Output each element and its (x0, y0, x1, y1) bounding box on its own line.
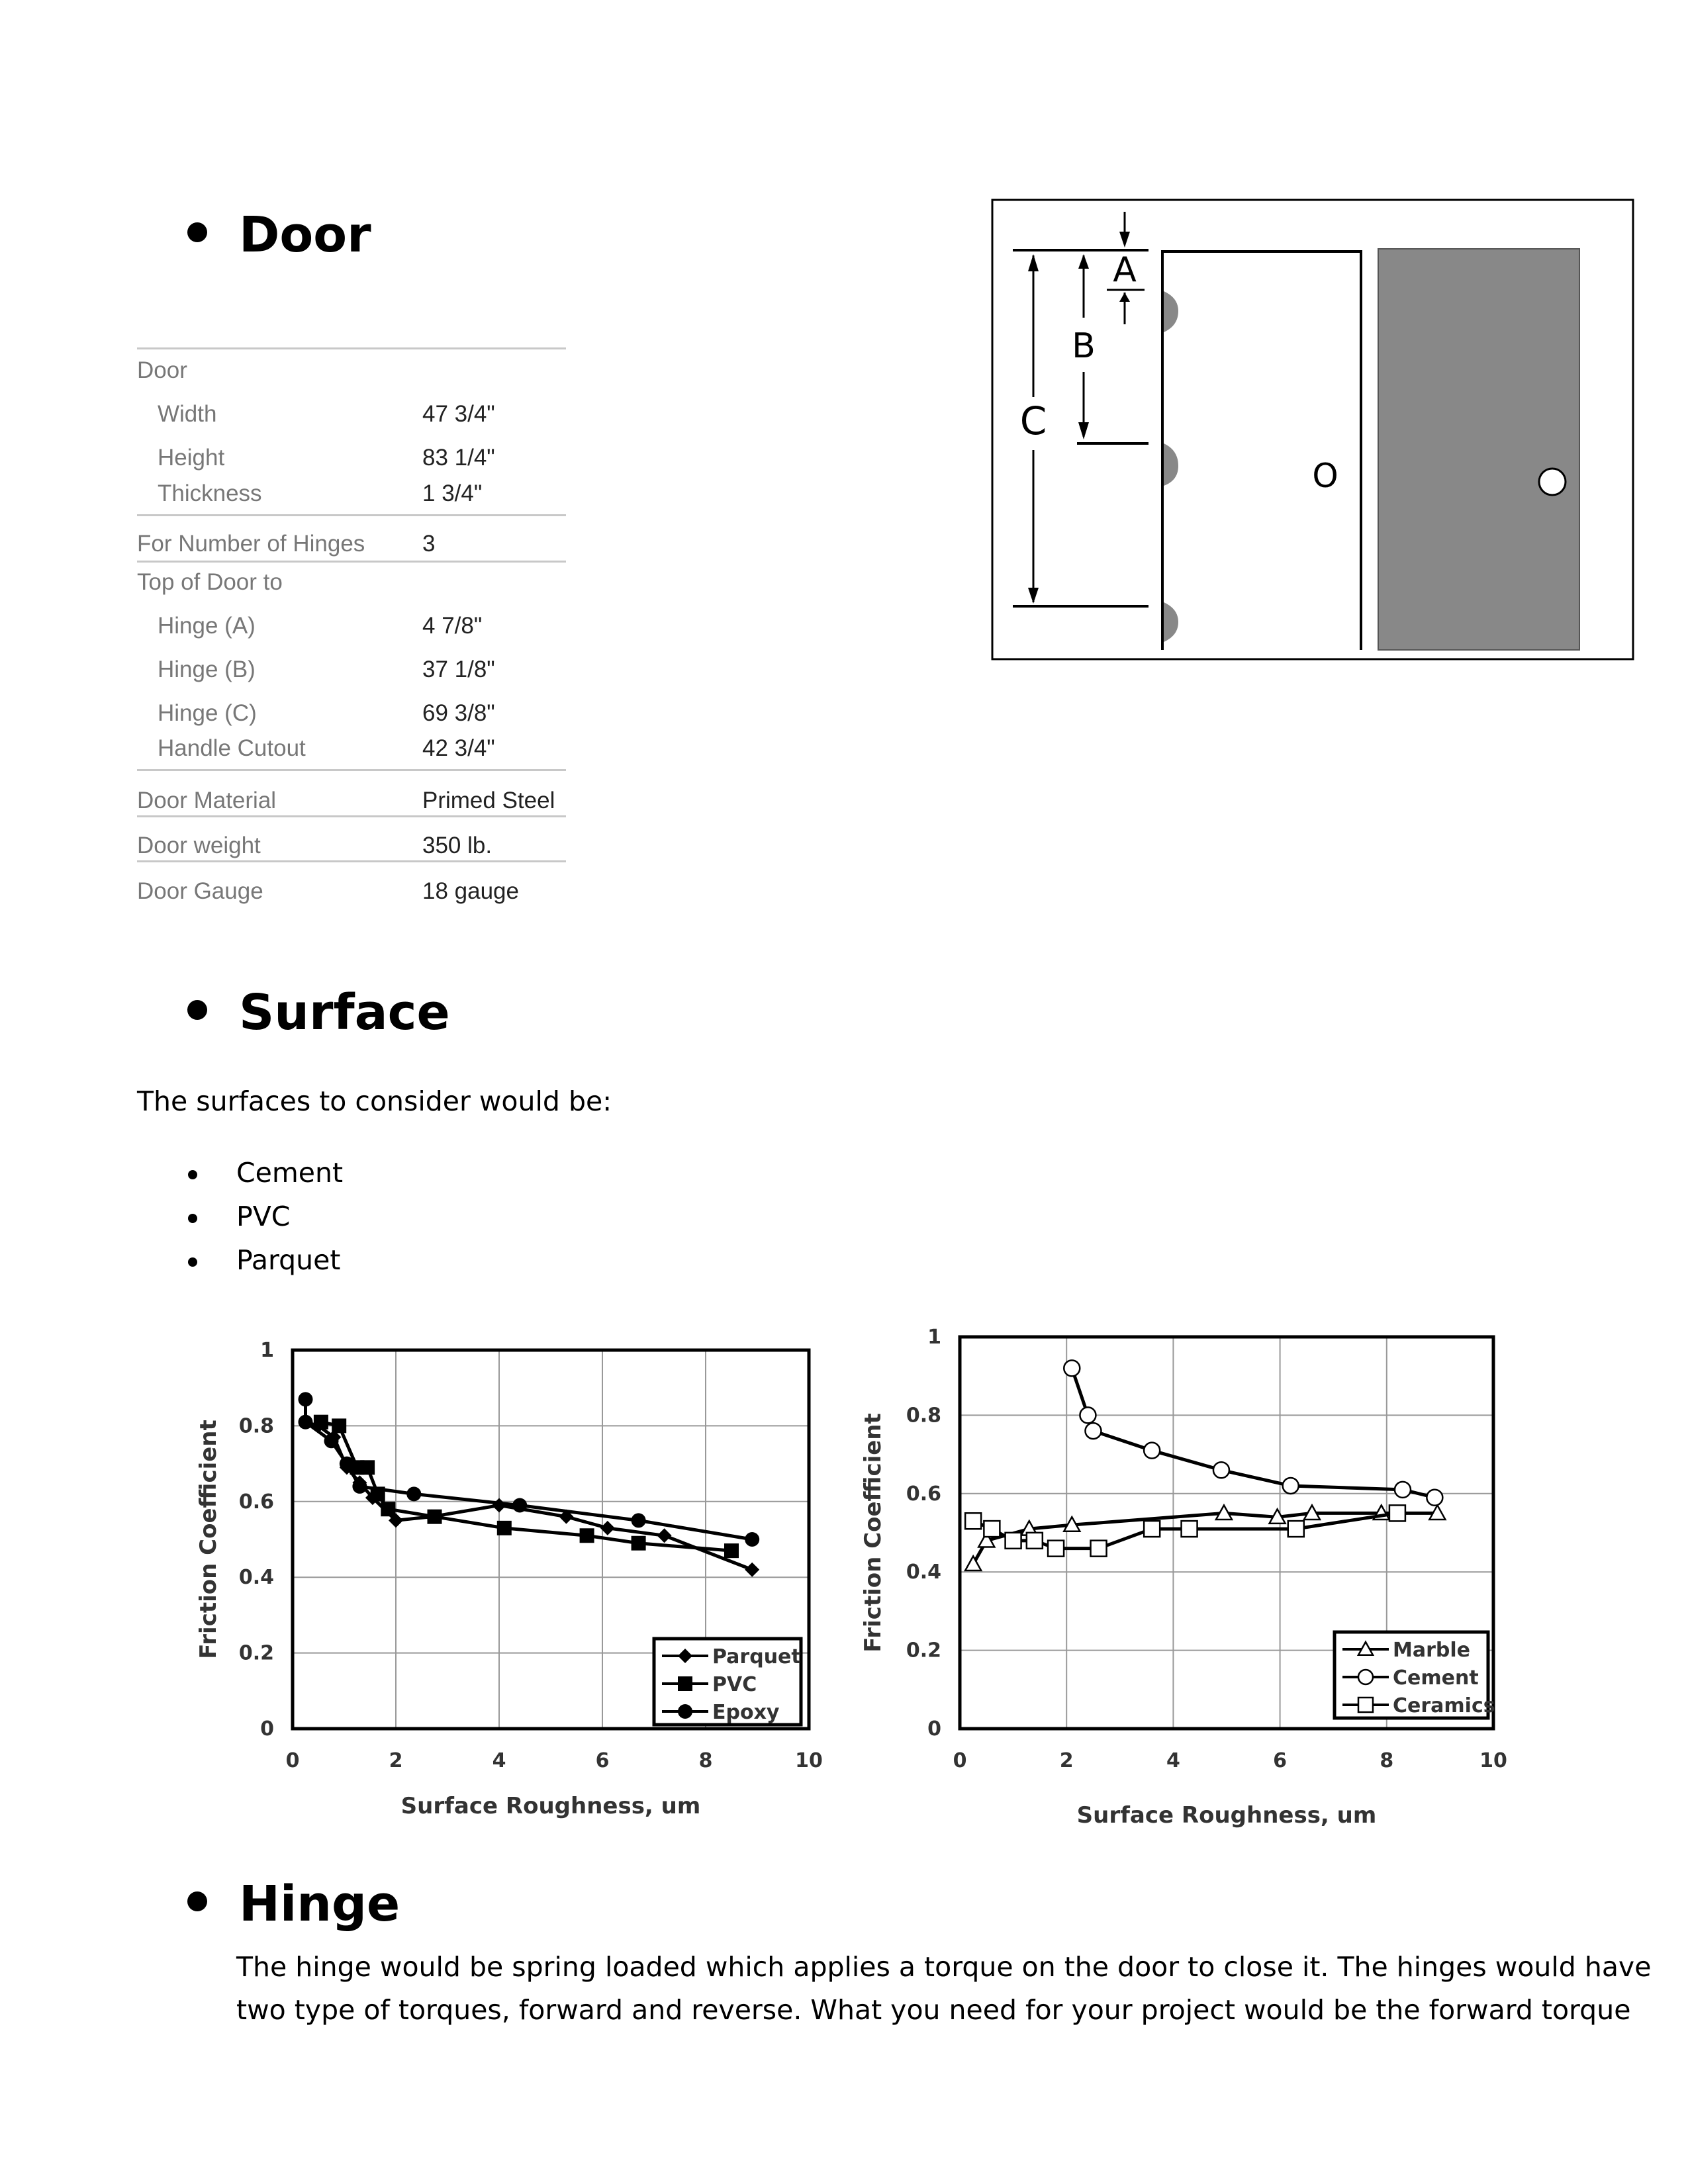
width-label: Width (158, 401, 217, 427)
hinge-heading (187, 1876, 400, 1933)
group-door-label: Door (137, 357, 187, 383)
gauge-label: Door Gauge (137, 878, 263, 904)
series-pvc (314, 1415, 739, 1558)
door-panel (1378, 249, 1579, 650)
y-tick-label: 0 (927, 1717, 941, 1741)
chart-friction-left (185, 1330, 834, 1833)
x-axis-label: Surface Roughness, um (400, 1793, 701, 1819)
legend-label: Marble (1393, 1639, 1470, 1662)
data-point (406, 1486, 421, 1501)
hinge-c-value: 69 3/8" (422, 700, 495, 726)
data-point (965, 1556, 981, 1570)
bullet-icon (188, 1170, 197, 1179)
hinge-heading-text: Hinge (239, 1876, 400, 1933)
hinge-paragraph-line: two type of torques, forward and reverse. What you need for your project would be the forward torque (236, 1994, 1631, 2026)
door-handle-icon (1539, 469, 1566, 495)
legend (1335, 1632, 1495, 1718)
data-point (1389, 1505, 1405, 1521)
data-point (381, 1502, 395, 1516)
bullet-icon (188, 1257, 197, 1267)
door-heading (187, 206, 371, 263)
material-value: Primed Steel (422, 788, 555, 813)
legend-label: Ceramics (1393, 1694, 1495, 1717)
x-tick-label: 4 (1166, 1749, 1180, 1772)
handle-cutout-label: Handle Cutout (158, 735, 306, 761)
data-point (1086, 1423, 1102, 1439)
legend-label: Parquet (712, 1645, 801, 1668)
table-rule (137, 769, 566, 771)
y-axis-label: Friction Coefficient (195, 1420, 222, 1659)
data-point (1064, 1360, 1080, 1376)
hinge-b-label: Hinge (B) (158, 657, 256, 682)
data-point (657, 1528, 672, 1543)
data-point (1213, 1462, 1229, 1478)
data-point (1283, 1478, 1299, 1494)
series-parquet (299, 1415, 760, 1577)
data-point (1395, 1482, 1411, 1498)
data-point (492, 1498, 506, 1513)
y-tick-label: 0.4 (238, 1566, 274, 1590)
group-top-label: Top of Door to (137, 569, 283, 595)
thickness-label: Thickness (158, 480, 262, 506)
dimension-b-label: B (1072, 326, 1096, 366)
door-diagram (991, 199, 1636, 662)
x-tick-label: 6 (1273, 1749, 1288, 1772)
table-rule (137, 860, 566, 862)
hinges-value: 3 (422, 531, 436, 557)
legend-marker (678, 1704, 692, 1719)
gauge-value: 18 gauge (422, 878, 519, 904)
y-tick-label: 0.4 (906, 1561, 941, 1584)
surface-intro: The surfaces to consider would be: (137, 1085, 612, 1117)
x-tick-label: 2 (1059, 1749, 1074, 1772)
x-tick-label: 0 (285, 1749, 300, 1772)
data-point (352, 1479, 367, 1494)
legend-label: PVC (712, 1673, 757, 1696)
data-point (965, 1513, 981, 1529)
data-point (1091, 1541, 1107, 1557)
data-point (332, 1418, 346, 1433)
bullet-icon (187, 1000, 207, 1020)
x-tick-label: 10 (795, 1749, 823, 1772)
height-value: 83 1/4" (422, 445, 495, 471)
x-tick-label: 4 (492, 1749, 506, 1772)
y-tick-label: 0 (260, 1717, 274, 1741)
y-tick-label: 0.8 (238, 1414, 274, 1438)
data-point (314, 1415, 328, 1430)
data-point (324, 1433, 339, 1448)
table-rule (137, 815, 566, 817)
table-rule (137, 561, 566, 563)
data-point (632, 1536, 646, 1551)
table-rule (137, 347, 566, 349)
weight-label: Door weight (137, 833, 261, 858)
weight-value: 350 lb. (422, 833, 492, 858)
data-point (497, 1521, 512, 1535)
list-item: PVC (236, 1201, 291, 1232)
x-tick-label: 0 (953, 1749, 967, 1772)
data-point (1080, 1407, 1096, 1423)
data-point (1288, 1521, 1304, 1537)
thickness-value: 1 3/4" (422, 480, 483, 506)
y-tick-label: 0.2 (906, 1639, 941, 1662)
data-point (360, 1460, 375, 1475)
data-point (745, 1563, 759, 1577)
legend (654, 1639, 801, 1725)
data-point (1006, 1533, 1021, 1549)
chart-friction-right (854, 1317, 1529, 1833)
y-tick-label: 0.6 (906, 1482, 941, 1506)
x-tick-label: 2 (389, 1749, 403, 1772)
legend-marker (1358, 1698, 1373, 1712)
data-point (632, 1513, 646, 1527)
hinge-a-value: 4 7/8" (422, 613, 483, 639)
data-point (745, 1532, 759, 1547)
y-axis-label: Friction Coefficient (860, 1413, 886, 1653)
x-tick-label: 10 (1479, 1749, 1507, 1772)
data-point (1427, 1490, 1442, 1506)
hinges-label: For Number of Hinges (137, 531, 365, 557)
data-point (1144, 1521, 1160, 1537)
data-point (1027, 1533, 1043, 1549)
bullet-icon (187, 222, 207, 242)
table-rule (137, 514, 566, 516)
legend-marker (678, 1676, 692, 1691)
bullet-icon (187, 1891, 207, 1911)
y-tick-label: 0.2 (238, 1641, 274, 1665)
series-cement (1064, 1360, 1442, 1505)
dimension-a-label: A (1113, 250, 1137, 290)
width-value: 47 3/4" (422, 401, 495, 427)
hinge-c-label: Hinge (C) (158, 700, 257, 726)
hinge-paragraph-line: The hinge would be spring loaded which applies a torque on the door to close it. The hinges would have (236, 1951, 1652, 1983)
y-tick-label: 1 (927, 1326, 941, 1349)
legend-marker (1358, 1670, 1373, 1684)
x-tick-label: 6 (595, 1749, 610, 1772)
list-item: Cement (236, 1157, 344, 1189)
data-point (1182, 1521, 1197, 1537)
data-point (580, 1528, 594, 1543)
legend-label: Cement (1393, 1666, 1479, 1690)
y-tick-label: 0.6 (238, 1490, 274, 1514)
dimension-c-label: C (1019, 398, 1047, 443)
series-line (321, 1422, 731, 1551)
data-point (1144, 1443, 1160, 1459)
surface-heading-text: Surface (239, 984, 450, 1041)
legend-label: Epoxy (712, 1701, 780, 1724)
data-point (428, 1510, 442, 1524)
hinge-b-value: 37 1/8" (422, 657, 495, 682)
data-point (724, 1543, 739, 1558)
data-point (1048, 1541, 1064, 1557)
data-point (512, 1498, 527, 1513)
material-label: Door Material (137, 788, 277, 813)
data-point (984, 1521, 1000, 1537)
data-point (299, 1392, 313, 1406)
surface-heading (187, 984, 450, 1041)
hinge-a-label: Hinge (A) (158, 613, 256, 639)
height-label: Height (158, 445, 225, 471)
x-axis-label: Surface Roughness, um (1076, 1802, 1377, 1829)
series-line (1072, 1368, 1434, 1497)
door-heading-text: Door (239, 206, 371, 263)
x-tick-label: 8 (698, 1749, 713, 1772)
door-handle-icon: O (1312, 457, 1338, 495)
y-tick-label: 0.8 (906, 1404, 941, 1428)
y-tick-label: 1 (260, 1339, 274, 1362)
list-item: Parquet (236, 1244, 341, 1276)
x-tick-label: 8 (1380, 1749, 1394, 1772)
bullet-icon (188, 1214, 197, 1223)
data-point (340, 1457, 354, 1471)
data-point (299, 1415, 313, 1430)
handle-cutout-value: 42 3/4" (422, 735, 495, 761)
